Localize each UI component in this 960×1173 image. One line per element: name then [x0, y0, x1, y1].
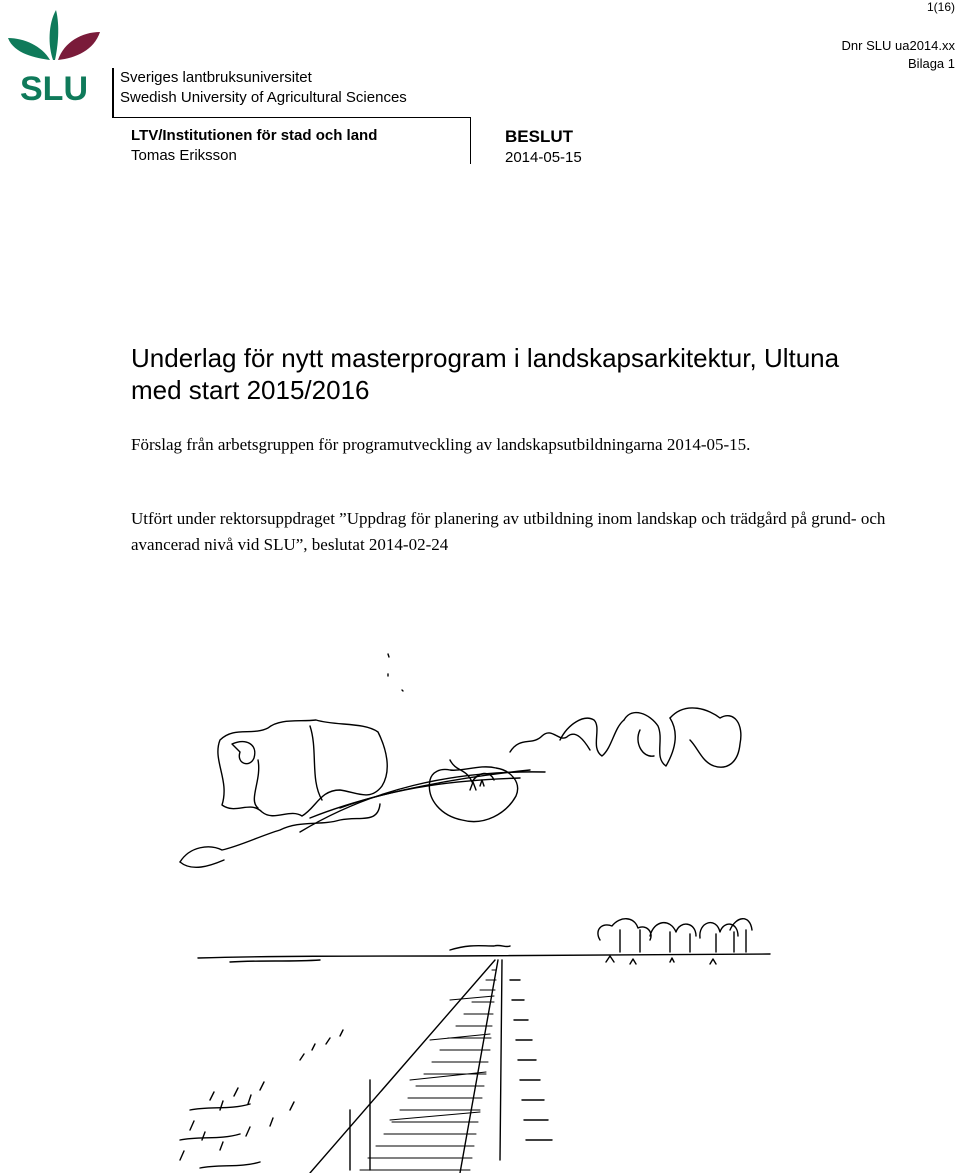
university-name-swedish: Sveriges lantbruksuniversitet: [120, 69, 312, 86]
page-number: 1(16): [926, 0, 955, 14]
sender-department: LTV/Institutionen för stad och land: [131, 127, 378, 144]
svg-text:SLU: SLU: [20, 70, 88, 104]
decision-block: [505, 126, 582, 168]
landscape-sketch-image: [150, 640, 790, 1173]
decision-date: 2014-05-15: [505, 149, 582, 166]
header-divider-vertical: [470, 117, 471, 164]
sender-name: Tomas Eriksson: [131, 147, 237, 164]
document-title: Underlag för nytt masterprogram i landskapsarkitektur, Ultuna med start 2015/2016: [131, 343, 840, 405]
university-name-block: [112, 68, 407, 118]
university-name-english: Swedish University of Agricultural Sciences: [120, 89, 407, 106]
proposal-paragraph: Förslag från arbetsgruppen för programutveckling av landskapsutbildningarna 2014-05-15.: [131, 435, 751, 454]
decision-type: BESLUT: [505, 127, 573, 146]
sender-block: [131, 126, 377, 166]
reference-number: Dnr SLU ua2014.xx: [841, 38, 955, 53]
header-divider-horizontal: [112, 117, 470, 118]
slu-logo-icon: [6, 8, 102, 104]
attachment-label: Bilaga 1: [908, 56, 955, 71]
commission-paragraph: Utfört under rektorsuppdraget ”Uppdrag för planering av utbildning inom landskap och trädgård på grund- och avancerad nivå vid SLU”, beslutat 2014-02-24: [131, 509, 886, 554]
